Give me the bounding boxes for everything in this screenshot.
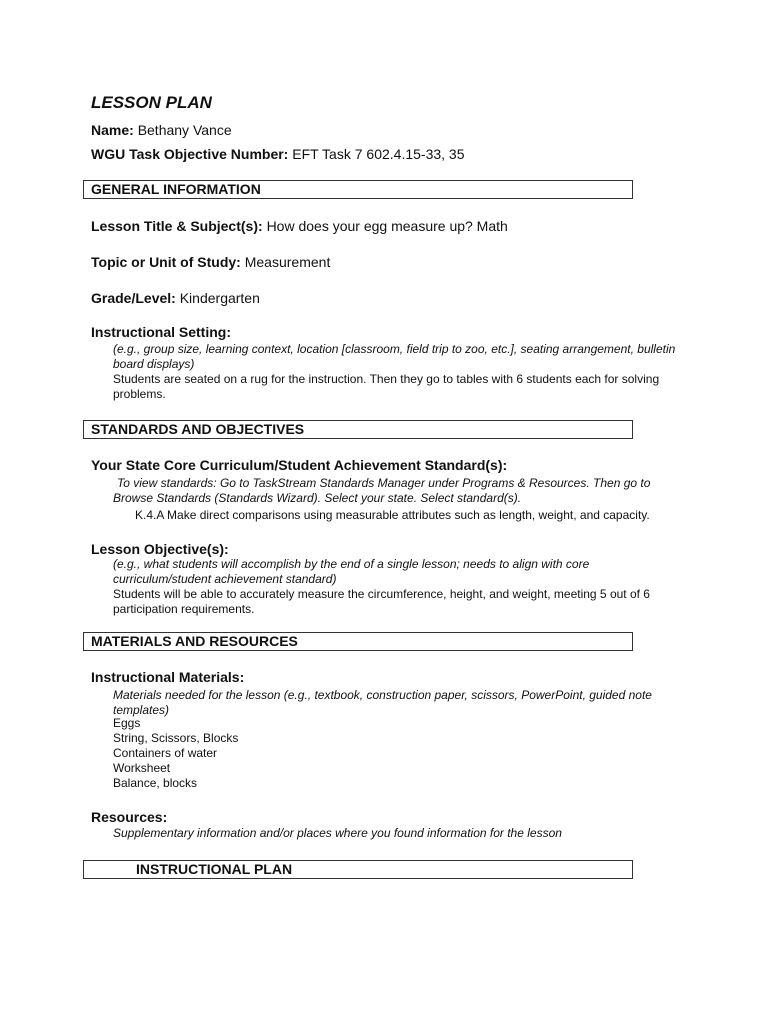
materials-list [113, 716, 238, 791]
list-item: String, Scissors, Blocks [113, 731, 239, 745]
topic-row [91, 254, 330, 270]
topic-label: Topic or Unit of Study: [91, 254, 241, 270]
lesson-title-row [91, 218, 508, 234]
name-row [91, 122, 232, 138]
core-standard-hint: To view standards: Go to TaskStream Standards Manager under Programs & Resources. Then go to Browse Standards (Standards Wizard). Select your state. Select standard(s). [113, 476, 651, 505]
page-title: LESSON PLAN [91, 93, 212, 112]
name-value: Bethany Vance [137, 122, 232, 138]
lesson-objective-label: Lesson Objective(s): [91, 541, 229, 557]
lesson-objective-hint: (e.g., what students will accomplish by the end of a single lesson; needs to align with core curriculum/student achievement standard) [113, 557, 590, 586]
instructional-materials-label: Instructional Materials: [91, 669, 245, 685]
name-label: Name: [91, 122, 134, 138]
lesson-objective-text: Students will be able to accurately measure the circumference, height, and weight, meeting 5 out of 6 participation requirements. [113, 587, 650, 616]
task-objective-value: EFT Task 7 602.4.15-33, 35 [292, 146, 465, 162]
section-materials-resources [83, 632, 633, 651]
topic-value: Measurement [244, 254, 331, 270]
list-item: Containers of water [113, 746, 218, 760]
list-item: Balance, blocks [113, 776, 198, 790]
instructional-setting-text: Students are seated on a rug for the instruction. Then they go to tables with 6 students each for solving problems. [113, 372, 660, 401]
section-standards-objectives [83, 420, 633, 439]
lesson-title-label: Lesson Title & Subject(s): [91, 218, 263, 234]
grade-label: Grade/Level: [91, 290, 176, 306]
resources-label: Resources: [91, 809, 168, 825]
grade-value: Kindergarten [179, 290, 260, 306]
grade-row [91, 290, 260, 306]
task-objective-label: WGU Task Objective Number: [91, 146, 289, 162]
instructional-setting-hint: (e.g., group size, learning context, location [classroom, field trip to zoo, etc.], seating arrangement, bulletin board displays) [113, 342, 676, 371]
core-standard-label: Your State Core Curriculum/Student Achievement Standard(s): [91, 457, 508, 473]
section-instructional-plan [83, 860, 633, 879]
resources-hint: Supplementary information and/or places where you found information for the lesson [113, 826, 562, 840]
lesson-title-value: How does your egg measure up? Math [266, 218, 508, 234]
section-heading: GENERAL INFORMATION [91, 181, 261, 197]
instructional-setting-label: Instructional Setting: [91, 324, 231, 340]
section-heading: INSTRUCTIONAL PLAN [136, 861, 293, 877]
list-item: Worksheet [113, 761, 171, 775]
core-standard-text: K.4.A Make direct comparisons using measurable attributes such as length, weight, and capacity. [135, 508, 650, 522]
task-objective-row [91, 146, 465, 162]
section-heading: MATERIALS AND RESOURCES [91, 633, 298, 649]
instructional-materials-hint: Materials needed for the lesson (e.g., textbook, construction paper, scissors, PowerPoint, guided note templates) [113, 688, 652, 717]
section-general-information [83, 180, 633, 199]
section-heading: STANDARDS AND OBJECTIVES [91, 421, 305, 437]
list-item: Eggs [113, 716, 141, 730]
